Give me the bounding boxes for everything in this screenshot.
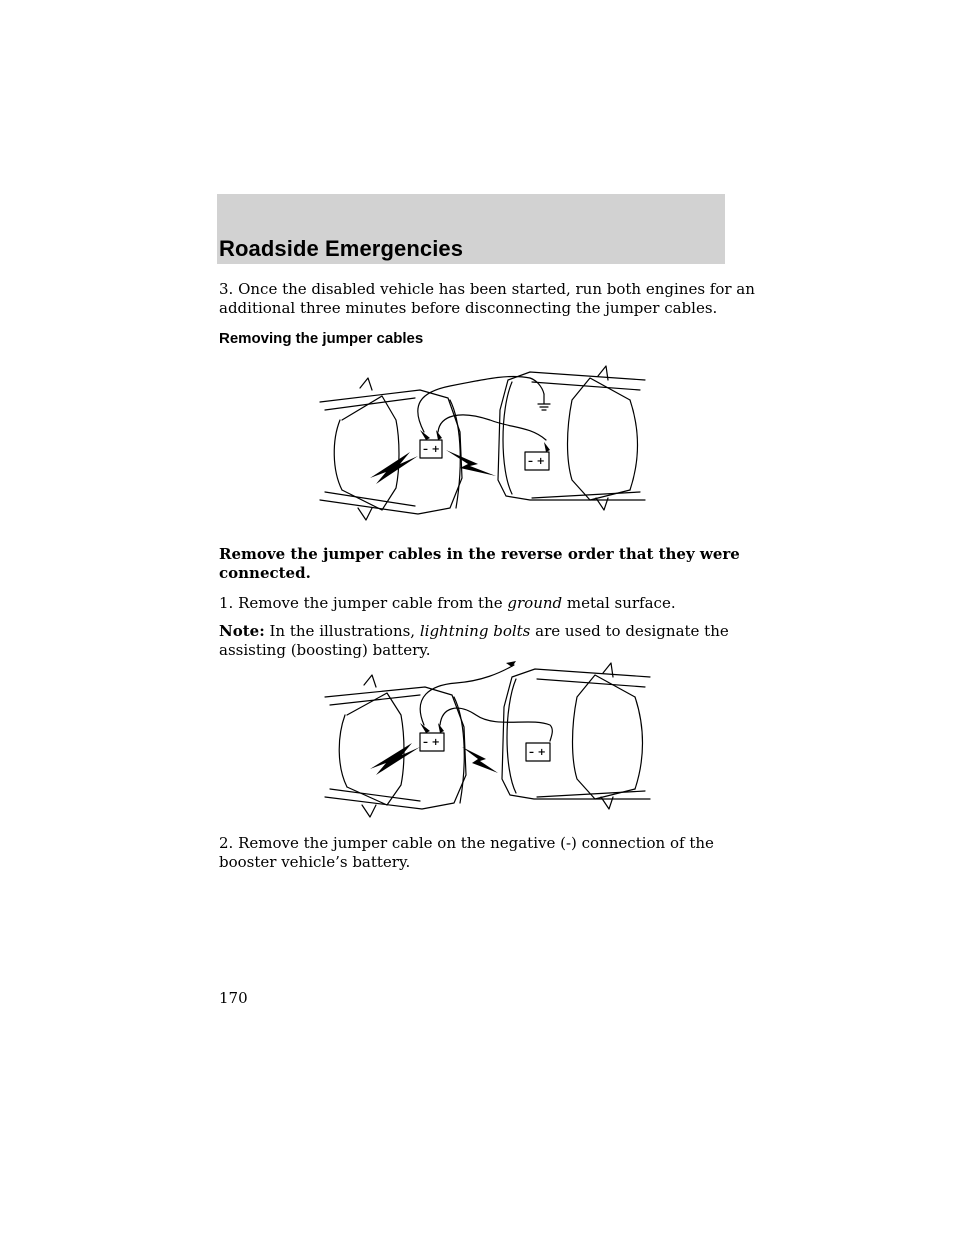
disabled-vehicle-left [320, 378, 462, 520]
cable-ground-end [530, 378, 544, 394]
battery-left-label: – + [423, 737, 440, 748]
step3-line1: 3. Once the disabled vehicle has been started, run both engines for an [219, 280, 755, 298]
page-number: 170 [219, 989, 248, 1007]
lightning-bolt-icon [462, 747, 498, 773]
section-heading: Removing the jumper cables [219, 330, 424, 347]
battery-left-label: – + [423, 444, 440, 455]
instruction-line1: Remove the jumper cables in the reverse order that they were [219, 545, 740, 563]
battery-right-label: – + [528, 456, 545, 467]
note-label: Note: [219, 622, 265, 640]
clamp-icon [420, 430, 430, 440]
clamp-icon [544, 442, 550, 452]
jumper-cable-illustration-2 [300, 655, 660, 825]
lightning-bolt-icon [370, 743, 420, 775]
booster-vehicle-right [498, 366, 645, 510]
note-line1 [219, 622, 729, 641]
step2-line2: booster vehicle’s battery. [219, 853, 411, 871]
instruction-line2: connected. [219, 564, 311, 582]
jumper-cable-illustration-1 [300, 360, 660, 525]
step1-text-end: metal surface. [562, 594, 676, 612]
lightning-bolt-icon [446, 450, 496, 476]
step1-emphasis: ground [507, 594, 563, 612]
cable-negative [420, 665, 514, 725]
clamp-icon [506, 661, 516, 667]
cable-positive [440, 708, 552, 741]
note-text: In the illustrations, [264, 622, 420, 640]
clamp-icon [420, 723, 430, 733]
page-title: Roadside Emergencies [219, 236, 464, 261]
battery-right-label: – + [529, 747, 546, 758]
step3-line2: additional three minutes before disconnecting the jumper cables. [219, 299, 718, 317]
cable-negative [418, 376, 530, 432]
lightning-bolt-icon [370, 452, 418, 484]
cable-positive [438, 415, 546, 440]
booster-vehicle-right [502, 663, 650, 809]
step2-line1: 2. Remove the jumper cable on the negative (-) connection of the [219, 834, 714, 852]
note-line2: assisting (boosting) battery. [219, 641, 431, 659]
clamp-icon [436, 430, 442, 440]
ground-symbol [538, 394, 550, 410]
note-emphasis: lightning bolts [419, 622, 531, 640]
disabled-vehicle-left [325, 675, 466, 817]
clamp-icon [438, 723, 444, 733]
step1-text: 1. Remove the jumper cable from the [219, 594, 508, 612]
note-text-end: are used to designate the [530, 622, 729, 640]
step1 [219, 594, 676, 613]
